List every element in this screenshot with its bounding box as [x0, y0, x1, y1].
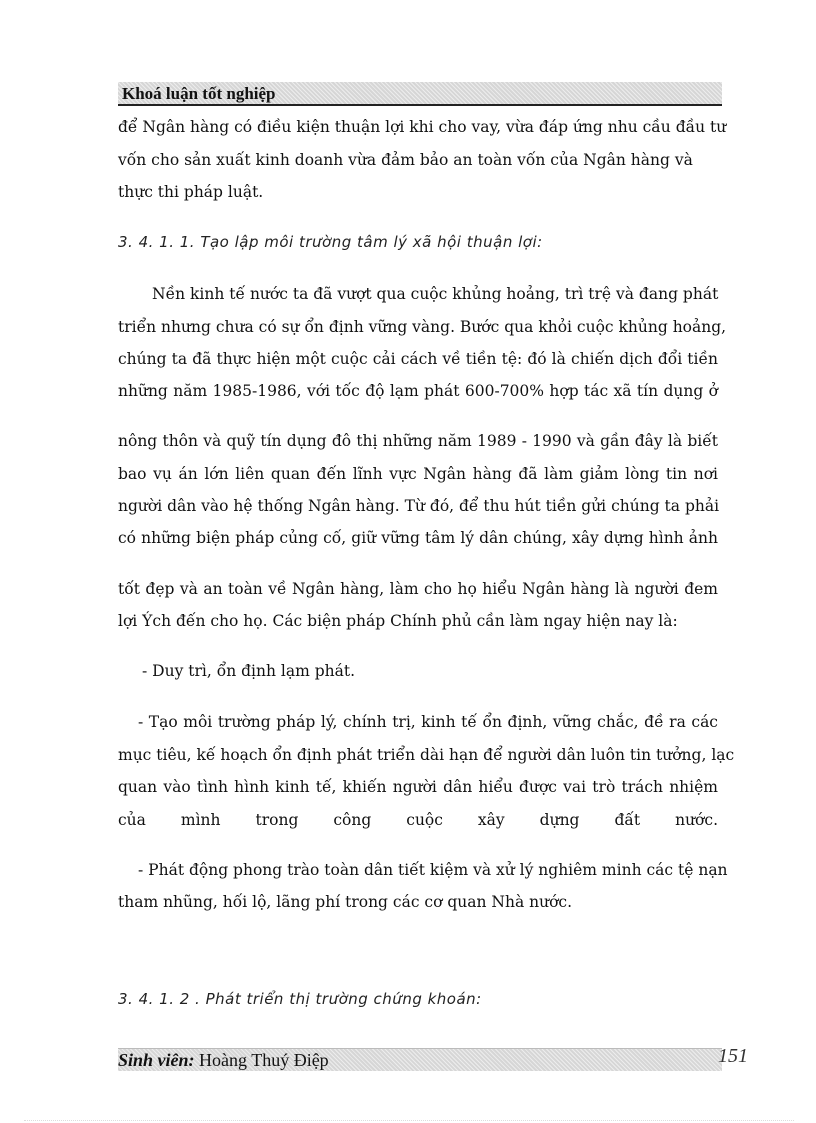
text-line: những năm 1985-1986, với tốc độ lạm phát 600-700% hợp tác xã tín dụng ở — [118, 382, 718, 400]
text-line: thực thi pháp luật. — [118, 183, 264, 201]
text-line: chúng ta đã thực hiện một cuộc cải cách về tiền tệ: đó là chiến dịch đổi tiền — [118, 350, 718, 368]
text-line: để Ngân hàng có điều kiện thuận lợi khi cho vay, vừa đáp ứng nhu cầu đầu tư — [118, 118, 727, 136]
bullet-line: - Tạo môi trường pháp lý, chính trị, kinh tế ổn định, vững chắc, đề ra các — [138, 713, 718, 731]
text-line: có những biện pháp củng cố, giữ vững tâm lý dân chúng, xây dựng hình ảnh — [118, 529, 718, 547]
page-bottom-divider — [24, 1120, 794, 1121]
text-line: của mình trong công cuộc xây dựng đất nước. — [118, 811, 718, 829]
footer-student-name: Hoàng Thuý Điệp — [194, 1050, 329, 1070]
text-line: tốt đẹp và an toàn về Ngân hàng, làm cho họ hiểu Ngân hàng là người đem — [118, 580, 718, 598]
text-line: triển nhưng chưa có sự ổn định vững vàng. Bước qua khỏi cuộc khủng hoảng, — [118, 318, 727, 336]
text-line: nông thôn và quỹ tín dụng đô thị những năm 1989 - 1990 và gần đây là biết — [118, 432, 718, 450]
bullet-line: - Phát động phong trào toàn dân tiết kiệm và xử lý nghiêm minh các tệ nạn — [138, 861, 728, 879]
text-line: vốn cho sản xuất kinh doanh vừa đảm bảo an toàn vốn của Ngân hàng và — [118, 151, 693, 169]
text-line: người dân vào hệ thống Ngân hàng. Từ đó, để thu hút tiền gửi chúng ta phải — [118, 497, 720, 515]
text-line: quan vào tình hình kinh tế, khiến người dân hiểu được vai trò trách nhiệm — [118, 778, 718, 796]
text-line: Nền kinh tế nước ta đã vượt qua cuộc khủng hoảng, trì trệ và đang phát — [152, 285, 719, 303]
text-line: tham nhũng, hối lộ, lãng phí trong các cơ quan Nhà nước. — [118, 893, 573, 911]
text-line: mục tiêu, kế hoạch ổn định phát triển dài hạn để người dân luôn tin tưởng, lạc — [118, 746, 735, 764]
page-number: 151 — [718, 1045, 748, 1067]
header-title: Khoá luận tốt nghiệp — [122, 84, 276, 103]
footer-label: Sinh viên: — [118, 1050, 195, 1070]
document-header — [118, 82, 722, 106]
bullet-line: - Duy trì, ổn định lạm phát. — [142, 662, 355, 680]
text-line: bao vụ án lớn liên quan đến lĩnh vực Ngân hàng đã làm giảm lòng tin nơi — [118, 465, 718, 483]
text-line: lợi Ých đến cho họ. Các biện pháp Chính phủ cần làm ngay hiện nay là: — [118, 612, 678, 630]
section-heading-3-4-1-2: 3. 4. 1. 2 . Phát triển thị trường chứng khoán: — [118, 990, 482, 1008]
document-footer — [118, 1048, 722, 1071]
section-heading-3-4-1-1: 3. 4. 1. 1. Tạo lập môi trường tâm lý xã hội thuận lợi: — [118, 233, 543, 251]
